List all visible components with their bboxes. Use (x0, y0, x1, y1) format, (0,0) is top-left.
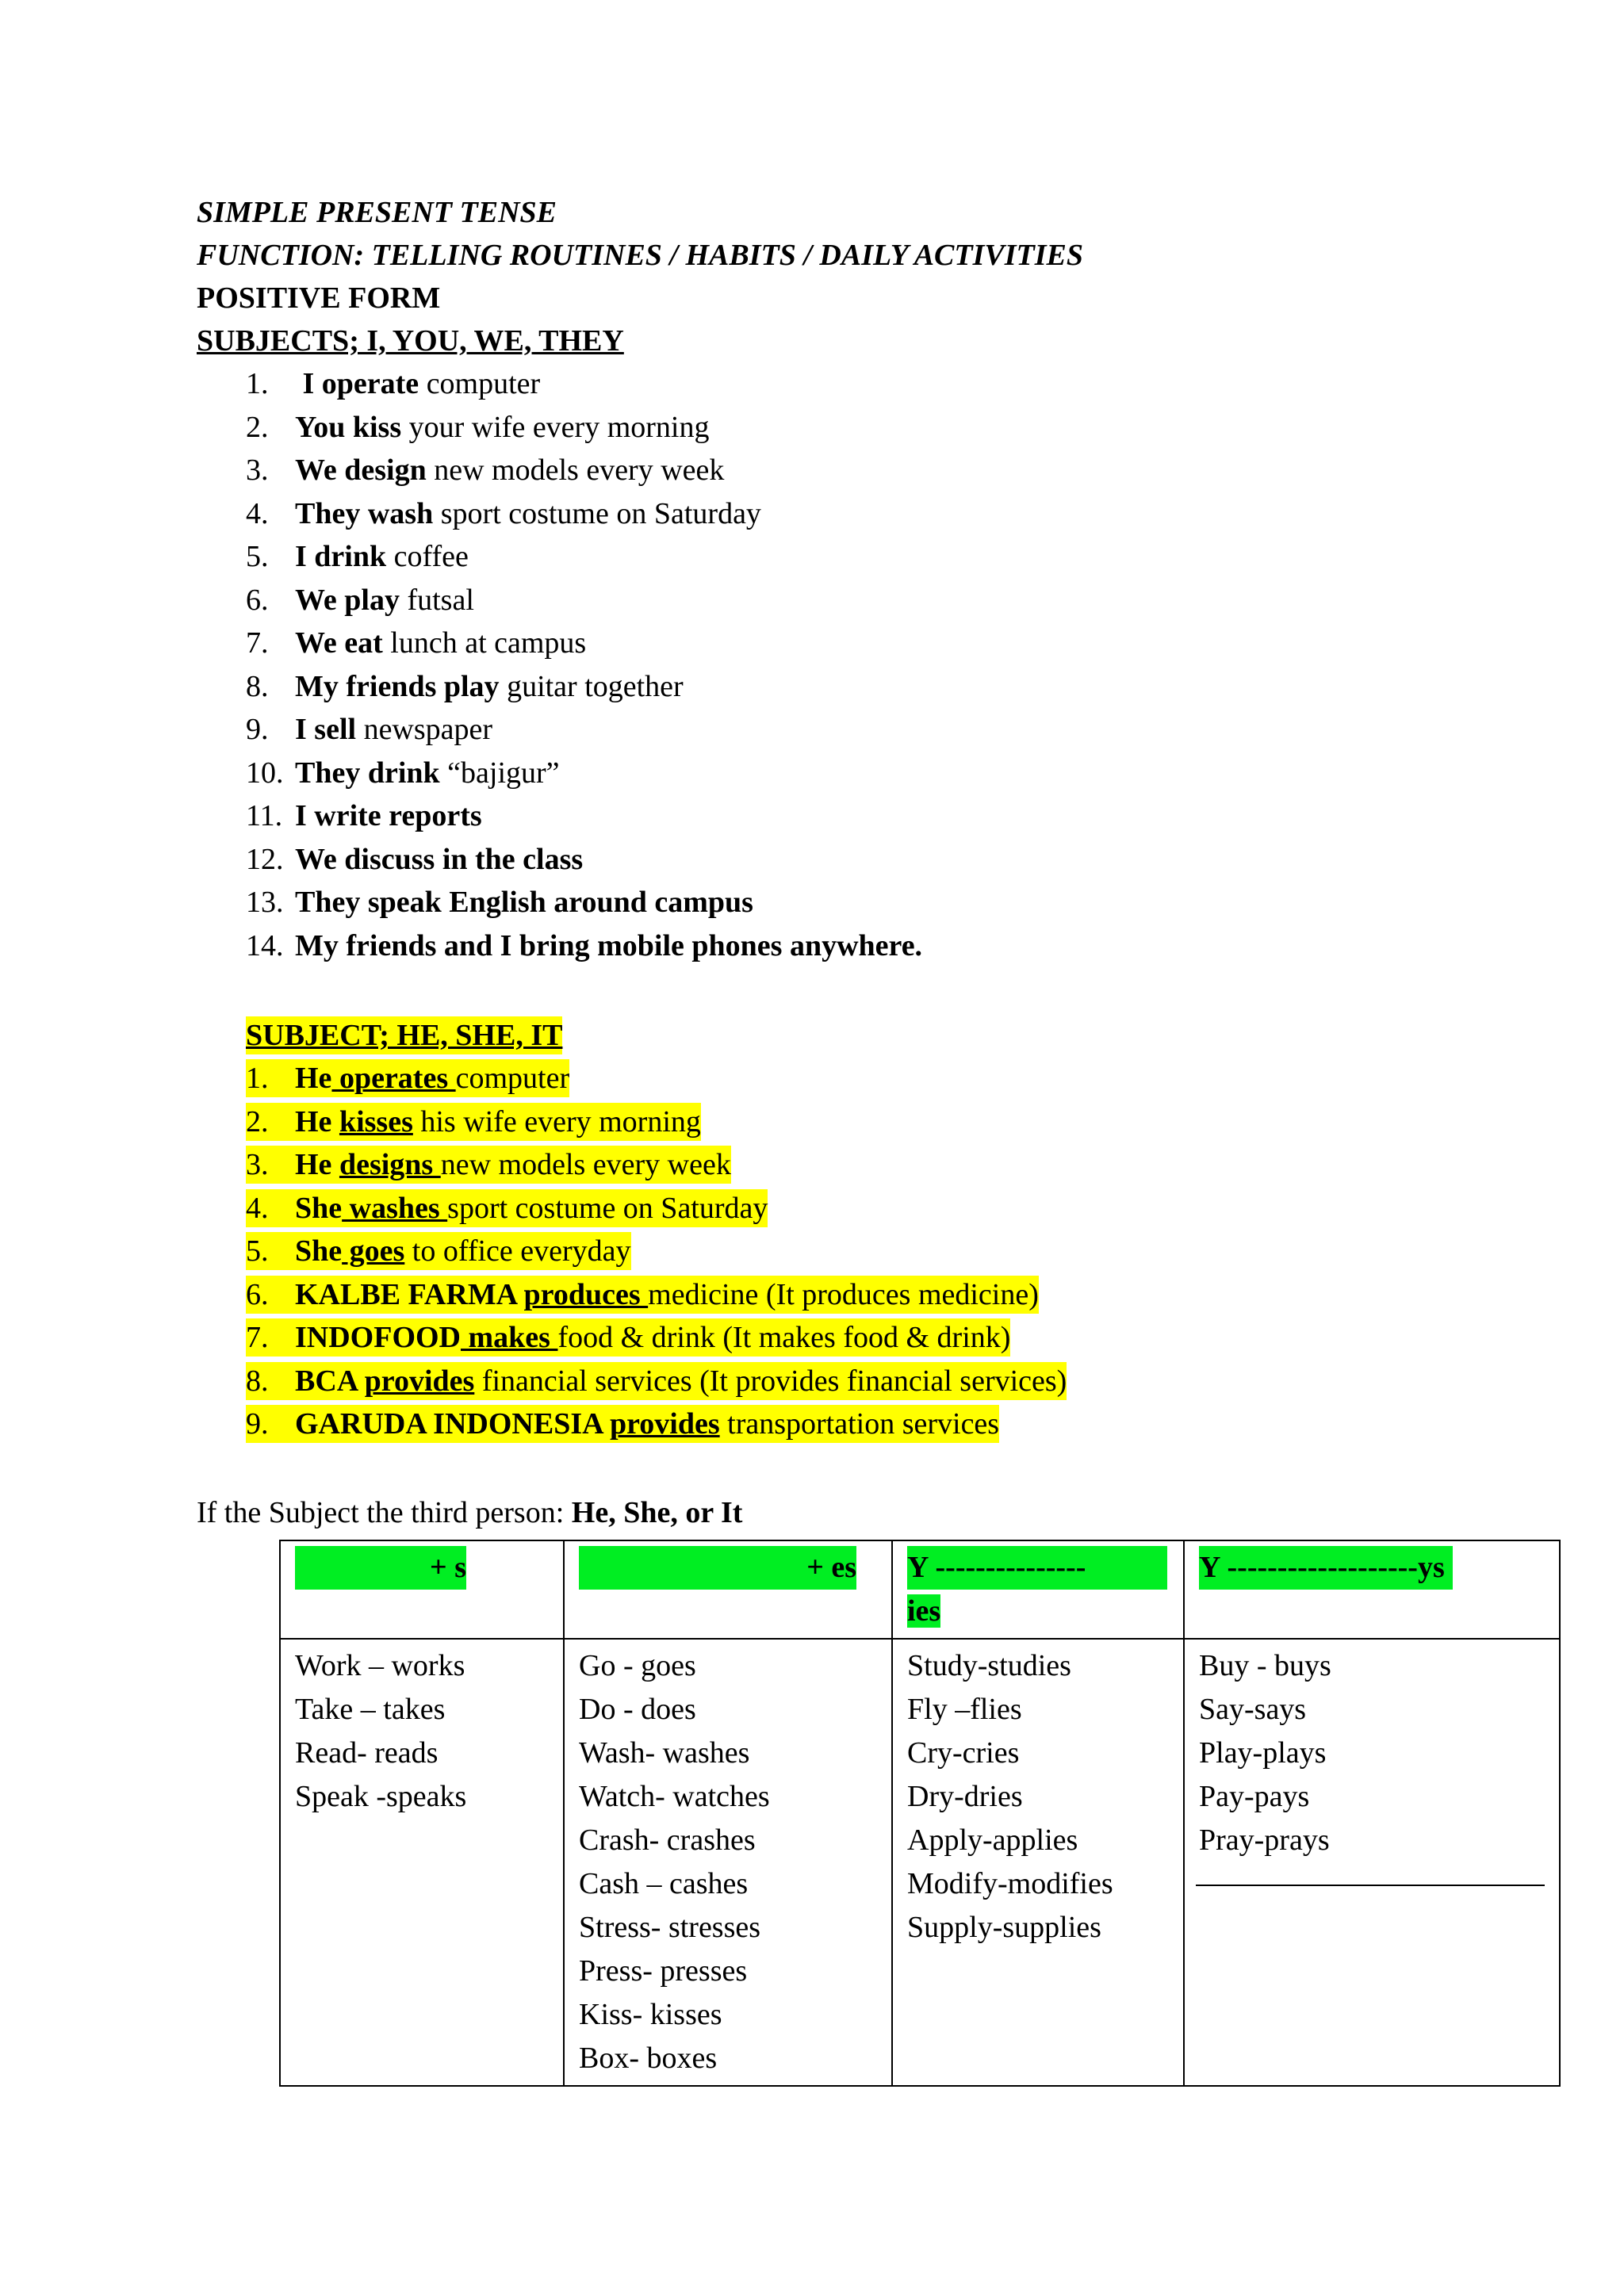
list-item-verb: kisses (339, 1104, 413, 1138)
table-cell-entry: Modify-modifies (907, 1867, 1113, 1900)
list-item (246, 668, 684, 706)
list-item-subject-verb: My friends play (295, 669, 500, 703)
header-ies-label: Y --------------- (907, 1546, 1167, 1590)
list-number: 13. (246, 886, 284, 919)
list-item (246, 710, 492, 748)
list-item-subject: She (295, 1234, 343, 1268)
list-item (246, 451, 724, 489)
table-cell-entry: Speak -speaks (295, 1780, 467, 1813)
table-cell-entry: Kiss- kisses (579, 1998, 722, 2031)
list-item-verb: goes (342, 1234, 405, 1268)
list-item-rest: guitar together (499, 669, 684, 703)
column-ies-examples (892, 1639, 1184, 2086)
list-number: 1. (246, 1062, 269, 1095)
table-cell-entry: Wash- washes (579, 1736, 750, 1770)
list-number: 4. (246, 1191, 269, 1225)
header-cell-es (564, 1540, 892, 1639)
list-item-rest: his wife every morning (412, 1104, 701, 1138)
header-ys-label: Y -------------------ys (1199, 1546, 1453, 1590)
list-item-subject: KALBE FARMA (295, 1277, 524, 1311)
list-number: 2. (246, 1104, 269, 1138)
function-heading: FUNCTION: TELLING ROUTINES / HABITS / DAILY ACTIVITIES (197, 239, 1083, 272)
table-cell-entry: Work – works (295, 1649, 465, 1682)
list-item (246, 797, 482, 835)
list-item (246, 1276, 1039, 1314)
list-number: 8. (246, 1364, 269, 1398)
table-header-row (280, 1540, 1560, 1639)
list-item-rest: food & drink (It makes food & drink) (557, 1321, 1011, 1354)
table-cell-entry: Say-says (1199, 1693, 1307, 1726)
header-ies-cont: ies (907, 1594, 941, 1628)
column-ys-divider (1196, 1885, 1545, 1886)
column-s-examples (280, 1639, 564, 2086)
list-number: 5. (246, 1234, 269, 1268)
list-item-subject-verb: They wash (295, 496, 434, 530)
table-cell-entry: Press- presses (579, 1954, 748, 1988)
table-cell-entry: Play-plays (1199, 1736, 1327, 1770)
table-body-row (280, 1639, 1560, 2086)
list-item (246, 408, 709, 446)
table-cell-entry: Go - goes (579, 1649, 696, 1682)
list-item-subject: INDOFOOD (295, 1321, 461, 1354)
header-cell-ies (892, 1540, 1184, 1639)
list-item-rest: coffee (386, 540, 469, 573)
table-cell-entry: Box- boxes (579, 2042, 718, 2075)
list-item (246, 1146, 731, 1184)
list-item-subject-verb: I operate (295, 367, 419, 400)
column-ys-examples (1184, 1639, 1560, 2086)
list-number: 5. (246, 540, 269, 573)
header-cell-s (280, 1540, 564, 1639)
list-item-rest: computer (455, 1062, 570, 1095)
list-item-subject-verb: We discuss in the class (295, 842, 584, 876)
third-person-subjects: He, She, or It (571, 1496, 743, 1529)
subjects-heading-singular: SUBJECT; HE, SHE, IT (246, 1016, 562, 1054)
list-item (246, 1318, 1010, 1357)
list-number: 9. (246, 713, 269, 746)
table-cell-entry: Read- reads (295, 1736, 439, 1770)
list-item-rest: medicine (It produces medicine) (648, 1277, 1039, 1311)
list-item (246, 1405, 999, 1443)
list-item (246, 538, 469, 576)
table-cell-entry: Apply-applies (907, 1823, 1078, 1857)
list-item (246, 840, 583, 878)
table-cell-entry: Stress- stresses (579, 1911, 761, 1944)
header-es-label: + es (579, 1546, 856, 1590)
list-item-subject-verb: I drink (295, 540, 387, 573)
list-number: 3. (246, 453, 269, 487)
list-item (246, 883, 753, 921)
positive-form-heading: POSITIVE FORM (197, 281, 441, 315)
table-cell-entry: Study-studies (907, 1649, 1071, 1682)
list-item-verb: operates (331, 1062, 456, 1095)
list-item-rest: transportation services (719, 1407, 1000, 1441)
list-item-rest: newspaper (356, 713, 493, 746)
list-item-subject: She (295, 1191, 343, 1225)
list-item (246, 624, 586, 662)
list-item-rest: to office everyday (404, 1234, 631, 1268)
list-number: 2. (246, 410, 269, 444)
table-cell-entry: Pray-prays (1199, 1823, 1330, 1857)
list-number: 14. (246, 928, 284, 962)
list-item-rest: new models every week (426, 453, 725, 487)
list-item-subject-verb: We design (295, 453, 427, 487)
list-item (246, 1103, 701, 1141)
list-item-subject: He (295, 1062, 332, 1095)
list-item-rest: new models every week (440, 1148, 731, 1181)
table-cell-entry: Watch- watches (579, 1780, 770, 1813)
list-number: 3. (246, 1148, 269, 1181)
list-number: 6. (246, 583, 269, 617)
list-item (246, 754, 560, 792)
list-item-rest: sport costume on Saturday (447, 1191, 768, 1225)
list-item-rest: lunch at campus (382, 626, 587, 660)
list-item-subject-verb: I sell (295, 713, 357, 746)
list-number: 12. (246, 842, 284, 876)
list-item (246, 1232, 631, 1270)
list-item-subject: GARUDA INDONESIA (295, 1407, 610, 1441)
list-item-rest: futsal (399, 583, 474, 617)
list-number: 9. (246, 1407, 269, 1441)
list-item-subject: BCA (295, 1364, 365, 1398)
third-person-note (197, 1494, 742, 1532)
list-item (246, 1189, 768, 1227)
list-item-verb: provides (364, 1364, 475, 1398)
third-person-prefix: If the Subject the third person: (197, 1496, 572, 1529)
table-cell-entry: Cry-cries (907, 1736, 1020, 1770)
table-cell-entry: Supply-supplies (907, 1911, 1101, 1944)
list-number: 8. (246, 669, 269, 703)
header-s-label: + s (295, 1546, 466, 1590)
table-cell-entry: Dry-dries (907, 1780, 1023, 1813)
list-item (246, 365, 540, 403)
list-item-verb: washes (342, 1191, 448, 1225)
list-number: 7. (246, 626, 269, 660)
list-item-subject-verb: They drink (295, 756, 440, 790)
list-number: 4. (246, 496, 269, 530)
list-item-subject-verb: I write reports (295, 799, 482, 832)
subjects-heading-plural: SUBJECTS; I, YOU, WE, THEY (197, 324, 624, 358)
list-item (246, 1362, 1067, 1400)
list-item-subject-verb: You kiss (295, 410, 402, 444)
column-es-examples (564, 1639, 892, 2086)
list-item-rest: “bajigur” (439, 756, 560, 790)
list-item (246, 495, 761, 533)
header-cell-ys (1184, 1540, 1560, 1639)
list-item-subject-verb: We eat (295, 626, 383, 660)
list-number: 6. (246, 1277, 269, 1311)
list-number: 7. (246, 1321, 269, 1354)
list-item-subject-verb: They speak English around campus (295, 886, 753, 919)
list-number: 10. (246, 756, 284, 790)
list-item (246, 927, 922, 965)
list-item-verb: provides (609, 1407, 720, 1441)
list-item (246, 1059, 569, 1097)
table-cell-entry: Take – takes (295, 1693, 446, 1726)
list-item-subject-verb: My friends and I bring mobile phones anywhere. (295, 928, 923, 962)
table-cell-entry: Fly –flies (907, 1693, 1022, 1726)
table-cell-entry: Crash- crashes (579, 1823, 756, 1857)
list-item-verb: produces (523, 1277, 649, 1311)
table-cell-entry: Pay-pays (1199, 1780, 1310, 1813)
list-item-subject: He (295, 1148, 339, 1181)
list-item-verb: designs (339, 1148, 441, 1181)
list-item-rest: computer (419, 367, 541, 400)
list-item-subject: He (295, 1104, 339, 1138)
document-title: SIMPLE PRESENT TENSE (197, 196, 557, 229)
table-cell-entry: Buy - buys (1199, 1649, 1331, 1682)
list-item-rest: financial services (It provides financial services) (474, 1364, 1067, 1398)
list-item-subject-verb: We play (295, 583, 400, 617)
list-item-rest: sport costume on Saturday (433, 496, 761, 530)
list-number: 11. (246, 799, 283, 832)
verb-rules-table (279, 1540, 1561, 2087)
list-item-rest: your wife every morning (401, 410, 710, 444)
table-cell-entry: Cash – cashes (579, 1867, 749, 1900)
list-number: 1. (246, 367, 269, 400)
list-item-verb: makes (461, 1321, 558, 1354)
list-item (246, 581, 474, 619)
table-cell-entry: Do - does (579, 1693, 696, 1726)
